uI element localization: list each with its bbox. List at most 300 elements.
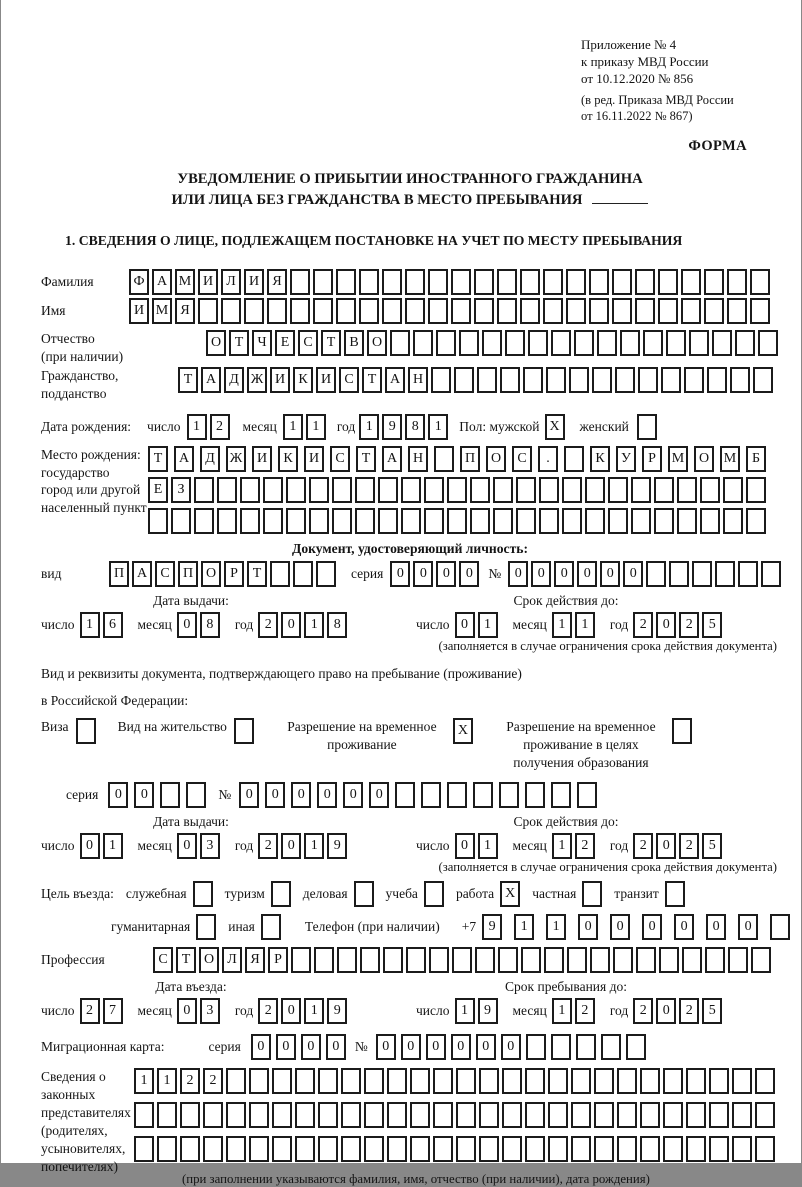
char-cell[interactable] xyxy=(493,477,513,503)
char-cell[interactable] xyxy=(548,1136,568,1162)
char-cell[interactable] xyxy=(659,947,679,973)
char-cell[interactable] xyxy=(493,508,513,534)
char-cell[interactable] xyxy=(594,1102,614,1128)
char-cell[interactable]: 0 xyxy=(317,782,337,808)
char-cell[interactable] xyxy=(712,330,732,356)
char-cell[interactable]: М xyxy=(720,446,740,472)
char-cell[interactable] xyxy=(525,782,545,808)
char-cell[interactable] xyxy=(700,508,720,534)
char-cell[interactable] xyxy=(198,298,218,324)
char-cell[interactable]: 8 xyxy=(327,612,347,638)
char-cell[interactable]: 0 xyxy=(401,1034,421,1060)
char-cell[interactable] xyxy=(336,298,356,324)
char-cell[interactable] xyxy=(226,1102,246,1128)
char-cell[interactable] xyxy=(654,477,674,503)
char-cell[interactable] xyxy=(617,1136,637,1162)
char-cell[interactable] xyxy=(477,367,497,393)
char-cell[interactable]: 0 xyxy=(600,561,620,587)
char-cell[interactable]: 2 xyxy=(679,998,699,1024)
char-cell[interactable]: И xyxy=(244,269,264,295)
char-cell[interactable] xyxy=(715,561,735,587)
char-cell[interactable]: 1 xyxy=(575,612,595,638)
char-cell[interactable]: 0 xyxy=(656,833,676,859)
char-cell[interactable] xyxy=(576,1034,596,1060)
stay-month-field[interactable] xyxy=(552,998,598,1024)
char-cell[interactable]: 0 xyxy=(177,833,197,859)
char-cell[interactable]: 2 xyxy=(258,833,278,859)
char-cell[interactable] xyxy=(755,1068,775,1094)
residence-series-field[interactable] xyxy=(108,782,212,808)
purpose-business-checkbox[interactable] xyxy=(354,881,374,907)
purpose-official-checkbox[interactable] xyxy=(193,881,213,907)
char-cell[interactable]: 0 xyxy=(276,1034,296,1060)
char-cell[interactable] xyxy=(428,298,448,324)
char-cell[interactable]: 9 xyxy=(327,833,347,859)
char-cell[interactable] xyxy=(387,1102,407,1128)
char-cell[interactable] xyxy=(686,1068,706,1094)
char-cell[interactable] xyxy=(390,330,410,356)
migration-number-field[interactable] xyxy=(376,1034,651,1060)
char-cell[interactable] xyxy=(360,947,380,973)
char-cell[interactable]: 0 xyxy=(281,612,301,638)
char-cell[interactable]: 0 xyxy=(706,914,726,940)
char-cell[interactable] xyxy=(221,298,241,324)
char-cell[interactable] xyxy=(692,561,712,587)
char-cell[interactable] xyxy=(475,947,495,973)
char-cell[interactable] xyxy=(505,330,525,356)
char-cell[interactable] xyxy=(456,1068,476,1094)
char-cell[interactable]: А xyxy=(385,367,405,393)
char-cell[interactable] xyxy=(364,1136,384,1162)
char-cell[interactable] xyxy=(551,782,571,808)
char-cell[interactable] xyxy=(663,1136,683,1162)
char-cell[interactable] xyxy=(585,508,605,534)
char-cell[interactable]: 1 xyxy=(428,414,448,440)
purpose-study-checkbox[interactable] xyxy=(424,881,444,907)
char-cell[interactable] xyxy=(364,1068,384,1094)
profession-field[interactable] xyxy=(153,947,774,973)
char-cell[interactable] xyxy=(500,367,520,393)
char-cell[interactable] xyxy=(746,508,766,534)
char-cell[interactable]: Т xyxy=(148,446,168,472)
char-cell[interactable] xyxy=(272,1136,292,1162)
char-cell[interactable] xyxy=(658,298,678,324)
char-cell[interactable] xyxy=(620,330,640,356)
char-cell[interactable] xyxy=(525,1068,545,1094)
char-cell[interactable]: С xyxy=(512,446,532,472)
char-cell[interactable] xyxy=(617,1102,637,1128)
char-cell[interactable]: 0 xyxy=(674,914,694,940)
char-cell[interactable] xyxy=(332,477,352,503)
residence-permit-checkbox[interactable] xyxy=(234,718,254,744)
char-cell[interactable] xyxy=(658,269,678,295)
char-cell[interactable]: 2 xyxy=(633,998,653,1024)
char-cell[interactable]: 1 xyxy=(157,1068,177,1094)
char-cell[interactable] xyxy=(290,269,310,295)
char-cell[interactable]: Т xyxy=(176,947,196,973)
char-cell[interactable]: 1 xyxy=(546,914,566,940)
char-cell[interactable] xyxy=(661,367,681,393)
char-cell[interactable]: 0 xyxy=(291,782,311,808)
purpose-private-checkbox[interactable] xyxy=(582,881,602,907)
char-cell[interactable] xyxy=(186,782,206,808)
char-cell[interactable] xyxy=(249,1102,269,1128)
char-cell[interactable]: 0 xyxy=(455,833,475,859)
char-cell[interactable] xyxy=(270,561,290,587)
char-cell[interactable]: Я xyxy=(175,298,195,324)
char-cell[interactable] xyxy=(286,477,306,503)
char-cell[interactable] xyxy=(318,1102,338,1128)
char-cell[interactable] xyxy=(406,947,426,973)
char-cell[interactable] xyxy=(539,477,559,503)
char-cell[interactable] xyxy=(203,1102,223,1128)
char-cell[interactable] xyxy=(401,508,421,534)
char-cell[interactable] xyxy=(567,947,587,973)
char-cell[interactable] xyxy=(566,298,586,324)
char-cell[interactable] xyxy=(646,561,666,587)
char-cell[interactable] xyxy=(405,269,425,295)
char-cell[interactable]: А xyxy=(152,269,172,295)
char-cell[interactable]: 0 xyxy=(501,1034,521,1060)
char-cell[interactable]: А xyxy=(132,561,152,587)
char-cell[interactable] xyxy=(564,446,584,472)
char-cell[interactable] xyxy=(341,1068,361,1094)
char-cell[interactable]: В xyxy=(344,330,364,356)
char-cell[interactable]: У xyxy=(616,446,636,472)
char-cell[interactable]: М xyxy=(175,269,195,295)
patronymic-field[interactable] xyxy=(206,330,781,356)
char-cell[interactable] xyxy=(456,1136,476,1162)
char-cell[interactable] xyxy=(272,1102,292,1128)
char-cell[interactable]: 1 xyxy=(552,833,572,859)
char-cell[interactable] xyxy=(571,1068,591,1094)
char-cell[interactable] xyxy=(203,1136,223,1162)
char-cell[interactable] xyxy=(755,1136,775,1162)
char-cell[interactable] xyxy=(700,477,720,503)
char-cell[interactable] xyxy=(689,330,709,356)
char-cell[interactable] xyxy=(249,1136,269,1162)
char-cell[interactable]: 0 xyxy=(376,1034,396,1060)
char-cell[interactable] xyxy=(707,367,727,393)
char-cell[interactable]: 0 xyxy=(476,1034,496,1060)
char-cell[interactable] xyxy=(387,1136,407,1162)
char-cell[interactable] xyxy=(643,330,663,356)
char-cell[interactable] xyxy=(663,1102,683,1128)
char-cell[interactable]: С xyxy=(153,947,173,973)
temp-residence-education-checkbox[interactable] xyxy=(672,718,692,744)
char-cell[interactable]: Т xyxy=(247,561,267,587)
char-cell[interactable] xyxy=(313,298,333,324)
char-cell[interactable] xyxy=(272,1068,292,1094)
char-cell[interactable] xyxy=(562,477,582,503)
char-cell[interactable]: Б xyxy=(746,446,766,472)
char-cell[interactable]: 6 xyxy=(103,612,123,638)
char-cell[interactable]: 0 xyxy=(134,782,154,808)
char-cell[interactable]: 1 xyxy=(306,414,326,440)
char-cell[interactable] xyxy=(528,330,548,356)
char-cell[interactable]: Т xyxy=(356,446,376,472)
char-cell[interactable]: Е xyxy=(275,330,295,356)
char-cell[interactable] xyxy=(704,298,724,324)
temp-residence-checkbox[interactable]: X xyxy=(453,718,473,744)
char-cell[interactable] xyxy=(433,1102,453,1128)
char-cell[interactable] xyxy=(543,269,563,295)
issue-day-field[interactable] xyxy=(80,612,126,638)
char-cell[interactable] xyxy=(709,1136,729,1162)
char-cell[interactable]: 0 xyxy=(265,782,285,808)
char-cell[interactable] xyxy=(523,367,543,393)
char-cell[interactable] xyxy=(755,1102,775,1128)
char-cell[interactable] xyxy=(640,1102,660,1128)
char-cell[interactable] xyxy=(738,561,758,587)
doc-kind-field[interactable] xyxy=(109,561,339,587)
char-cell[interactable]: 0 xyxy=(426,1034,446,1060)
char-cell[interactable]: 0 xyxy=(554,561,574,587)
char-cell[interactable] xyxy=(631,508,651,534)
char-cell[interactable] xyxy=(601,1034,621,1060)
char-cell[interactable] xyxy=(447,477,467,503)
char-cell[interactable] xyxy=(378,508,398,534)
char-cell[interactable] xyxy=(341,1136,361,1162)
female-checkbox[interactable] xyxy=(637,414,657,440)
char-cell[interactable] xyxy=(452,947,472,973)
char-cell[interactable]: 0 xyxy=(301,1034,321,1060)
char-cell[interactable]: 0 xyxy=(508,561,528,587)
char-cell[interactable] xyxy=(727,298,747,324)
char-cell[interactable] xyxy=(293,561,313,587)
char-cell[interactable] xyxy=(709,1068,729,1094)
char-cell[interactable] xyxy=(314,947,334,973)
char-cell[interactable]: А xyxy=(201,367,221,393)
char-cell[interactable] xyxy=(732,1136,752,1162)
char-cell[interactable] xyxy=(240,508,260,534)
char-cell[interactable]: П xyxy=(178,561,198,587)
char-cell[interactable] xyxy=(594,1136,614,1162)
char-cell[interactable] xyxy=(544,947,564,973)
char-cell[interactable]: 0 xyxy=(281,998,301,1024)
char-cell[interactable] xyxy=(569,367,589,393)
char-cell[interactable]: А xyxy=(174,446,194,472)
char-cell[interactable] xyxy=(631,477,651,503)
char-cell[interactable]: К xyxy=(278,446,298,472)
char-cell[interactable] xyxy=(410,1068,430,1094)
char-cell[interactable]: 9 xyxy=(478,998,498,1024)
birth-month-field[interactable] xyxy=(283,414,329,440)
char-cell[interactable]: 0 xyxy=(177,998,197,1024)
char-cell[interactable]: К xyxy=(590,446,610,472)
char-cell[interactable] xyxy=(217,477,237,503)
char-cell[interactable]: 1 xyxy=(187,414,207,440)
char-cell[interactable]: 1 xyxy=(304,998,324,1024)
char-cell[interactable] xyxy=(566,269,586,295)
char-cell[interactable] xyxy=(546,367,566,393)
char-cell[interactable]: 0 xyxy=(451,1034,471,1060)
residence-issue-day-field[interactable] xyxy=(80,833,126,859)
char-cell[interactable] xyxy=(723,477,743,503)
char-cell[interactable]: 9 xyxy=(482,914,502,940)
char-cell[interactable]: Т xyxy=(178,367,198,393)
char-cell[interactable] xyxy=(295,1102,315,1128)
doc-series-field[interactable] xyxy=(390,561,482,587)
char-cell[interactable]: Р xyxy=(224,561,244,587)
char-cell[interactable]: 1 xyxy=(304,612,324,638)
doc-number-field[interactable] xyxy=(508,561,784,587)
char-cell[interactable]: 3 xyxy=(200,998,220,1024)
char-cell[interactable]: 1 xyxy=(304,833,324,859)
char-cell[interactable]: 0 xyxy=(369,782,389,808)
char-cell[interactable]: 0 xyxy=(390,561,410,587)
char-cell[interactable]: Н xyxy=(408,367,428,393)
char-cell[interactable]: 0 xyxy=(656,998,676,1024)
char-cell[interactable] xyxy=(520,298,540,324)
char-cell[interactable]: 5 xyxy=(702,833,722,859)
char-cell[interactable] xyxy=(730,367,750,393)
char-cell[interactable]: Ф xyxy=(129,269,149,295)
char-cell[interactable] xyxy=(479,1102,499,1128)
char-cell[interactable]: 2 xyxy=(180,1068,200,1094)
char-cell[interactable] xyxy=(336,269,356,295)
char-cell[interactable]: Я xyxy=(245,947,265,973)
char-cell[interactable] xyxy=(474,269,494,295)
entry-day-field[interactable] xyxy=(80,998,126,1024)
char-cell[interactable]: 1 xyxy=(103,833,123,859)
char-cell[interactable] xyxy=(148,508,168,534)
char-cell[interactable] xyxy=(663,1068,683,1094)
char-cell[interactable] xyxy=(750,269,770,295)
birth-place-row2[interactable] xyxy=(148,477,769,503)
char-cell[interactable] xyxy=(355,477,375,503)
char-cell[interactable] xyxy=(436,330,456,356)
stay-day-field[interactable] xyxy=(455,998,501,1024)
char-cell[interactable] xyxy=(456,1102,476,1128)
char-cell[interactable] xyxy=(249,1068,269,1094)
char-cell[interactable]: 0 xyxy=(610,914,630,940)
char-cell[interactable] xyxy=(497,298,517,324)
residence-issue-year-field[interactable] xyxy=(258,833,350,859)
char-cell[interactable]: 2 xyxy=(633,612,653,638)
char-cell[interactable] xyxy=(770,914,790,940)
char-cell[interactable] xyxy=(318,1068,338,1094)
residence-valid-day-field[interactable] xyxy=(455,833,501,859)
char-cell[interactable]: Ж xyxy=(247,367,267,393)
char-cell[interactable] xyxy=(157,1136,177,1162)
char-cell[interactable]: О xyxy=(206,330,226,356)
residence-valid-year-field[interactable] xyxy=(633,833,725,859)
char-cell[interactable] xyxy=(585,477,605,503)
char-cell[interactable] xyxy=(470,477,490,503)
char-cell[interactable] xyxy=(608,477,628,503)
char-cell[interactable] xyxy=(635,269,655,295)
char-cell[interactable]: 8 xyxy=(200,612,220,638)
char-cell[interactable]: 2 xyxy=(679,833,699,859)
char-cell[interactable]: 1 xyxy=(455,998,475,1024)
char-cell[interactable]: П xyxy=(109,561,129,587)
char-cell[interactable] xyxy=(433,1136,453,1162)
char-cell[interactable] xyxy=(543,298,563,324)
char-cell[interactable]: Д xyxy=(224,367,244,393)
citizenship-field[interactable] xyxy=(178,367,776,393)
char-cell[interactable] xyxy=(615,367,635,393)
char-cell[interactable] xyxy=(681,298,701,324)
birth-year-field[interactable] xyxy=(359,414,451,440)
char-cell[interactable]: 2 xyxy=(210,414,230,440)
char-cell[interactable]: 0 xyxy=(656,612,676,638)
valid-month-field[interactable] xyxy=(552,612,598,638)
char-cell[interactable]: И xyxy=(129,298,149,324)
char-cell[interactable] xyxy=(434,446,454,472)
char-cell[interactable] xyxy=(291,947,311,973)
char-cell[interactable]: Ч xyxy=(252,330,272,356)
residence-number-field[interactable] xyxy=(239,782,603,808)
male-checkbox[interactable]: X xyxy=(545,414,565,440)
char-cell[interactable]: Я xyxy=(267,269,287,295)
char-cell[interactable] xyxy=(571,1102,591,1128)
char-cell[interactable] xyxy=(134,1102,154,1128)
char-cell[interactable] xyxy=(497,269,517,295)
char-cell[interactable] xyxy=(171,508,191,534)
char-cell[interactable] xyxy=(684,367,704,393)
char-cell[interactable] xyxy=(758,330,778,356)
char-cell[interactable] xyxy=(413,330,433,356)
char-cell[interactable] xyxy=(428,269,448,295)
char-cell[interactable] xyxy=(309,477,329,503)
purpose-other-checkbox[interactable] xyxy=(261,914,281,940)
char-cell[interactable] xyxy=(473,782,493,808)
char-cell[interactable] xyxy=(470,508,490,534)
char-cell[interactable] xyxy=(382,269,402,295)
char-cell[interactable] xyxy=(405,298,425,324)
char-cell[interactable] xyxy=(424,508,444,534)
char-cell[interactable] xyxy=(447,508,467,534)
char-cell[interactable]: 1 xyxy=(80,612,100,638)
char-cell[interactable] xyxy=(454,367,474,393)
char-cell[interactable]: 0 xyxy=(459,561,479,587)
char-cell[interactable]: 0 xyxy=(281,833,301,859)
issue-year-field[interactable] xyxy=(258,612,350,638)
char-cell[interactable] xyxy=(459,330,479,356)
char-cell[interactable] xyxy=(341,1102,361,1128)
char-cell[interactable] xyxy=(709,1102,729,1128)
char-cell[interactable]: 1 xyxy=(283,414,303,440)
char-cell[interactable]: 0 xyxy=(80,833,100,859)
char-cell[interactable] xyxy=(364,1102,384,1128)
char-cell[interactable] xyxy=(217,508,237,534)
char-cell[interactable]: Т xyxy=(321,330,341,356)
char-cell[interactable] xyxy=(157,1102,177,1128)
char-cell[interactable] xyxy=(479,1068,499,1094)
char-cell[interactable]: С xyxy=(298,330,318,356)
char-cell[interactable] xyxy=(525,1102,545,1128)
char-cell[interactable]: 2 xyxy=(258,998,278,1024)
char-cell[interactable] xyxy=(421,782,441,808)
char-cell[interactable]: И xyxy=(198,269,218,295)
purpose-transit-checkbox[interactable] xyxy=(665,881,685,907)
char-cell[interactable] xyxy=(551,330,571,356)
representatives-row2[interactable] xyxy=(134,1102,778,1128)
char-cell[interactable] xyxy=(332,508,352,534)
char-cell[interactable]: 1 xyxy=(552,612,572,638)
char-cell[interactable]: 2 xyxy=(203,1068,223,1094)
char-cell[interactable]: Л xyxy=(221,269,241,295)
char-cell[interactable]: 0 xyxy=(413,561,433,587)
char-cell[interactable]: 1 xyxy=(514,914,534,940)
char-cell[interactable]: О xyxy=(694,446,714,472)
char-cell[interactable]: П xyxy=(460,446,480,472)
surname-field[interactable] xyxy=(129,269,773,295)
char-cell[interactable]: М xyxy=(152,298,172,324)
char-cell[interactable] xyxy=(359,269,379,295)
char-cell[interactable] xyxy=(479,1136,499,1162)
